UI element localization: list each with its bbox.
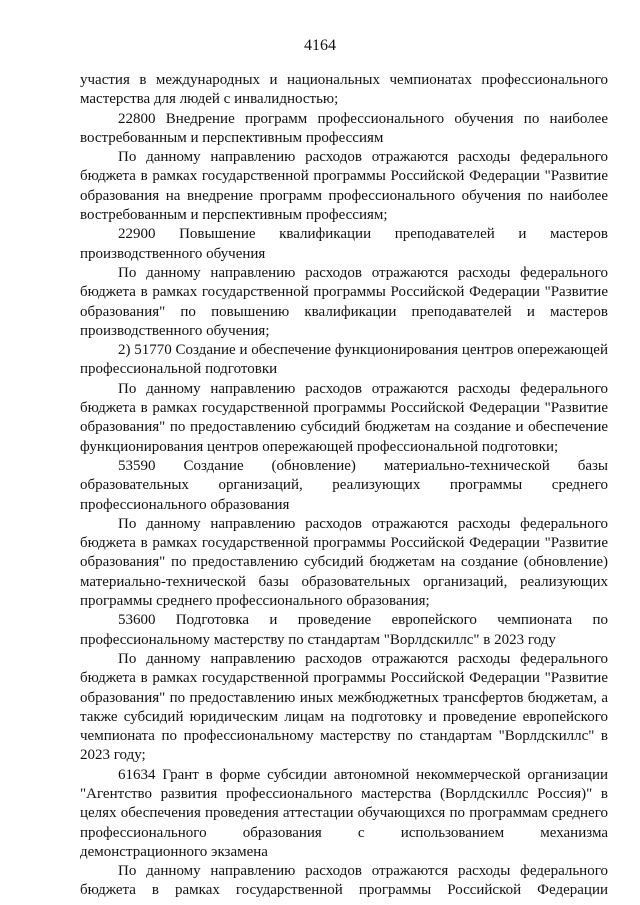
paragraph-description-open: По данному направлению расходов отражаются расходы федерального бюджета в рамках государственной программы Российской Федерации (80, 863, 608, 899)
paragraph-description: По данному направлению расходов отражаются расходы федерального бюджета в рамках государственной программы Российской Федерации "Развитие образования" по предоставлению иных межбюджетных трансфертов бюджетам, а также субсидий юридическим лицам на подготовку и проведение европейского чемпионата по профессиональному мастерству по стандартам "Ворлдскиллс" в 2023 году; (80, 650, 608, 764)
page-number: 4164 (304, 37, 336, 54)
code-heading-51770: 2) 51770 Создание и обеспечение функционирования центров опережающей профессиональной подготовки (80, 342, 608, 378)
code-heading-22800: 22800 Внедрение программ профессионального обучения по наиболее востребованным и перспективным профессиям (80, 110, 608, 146)
code-heading-53600: 53600 Подготовка и проведение европейского чемпионата по профессиональному мастерству по стандартам "Ворлдскиллс" в 2023 году (80, 612, 608, 648)
paragraph-description: По данному направлению расходов отражаются расходы федерального бюджета в рамках государственной программы Российской Федерации "Развитие образования" по предоставлению субсидий бюджетам на создание и обеспечение функционирования центров опережающей профессиональной подготовки; (80, 380, 608, 455)
code-heading-22900: 22900 Повышение квалификации преподавателей и мастеров производственного обучения (80, 226, 608, 262)
paragraph-description: По данному направлению расходов отражаются расходы федерального бюджета в рамках государственной программы Российской Федерации "Развитие образования" по повышению квалификации преподавателей и мастеров производственного обучения; (80, 264, 608, 339)
paragraph-continuation: участия в международных и национальных чемпионатах профессионального мастерства для людей с инвалидностью; (80, 72, 608, 108)
code-heading-61634: 61634 Грант в форме субсидии автономной некоммерческой организации "Агентство развития профессионального мастерства (Ворлдскиллс Россия)" в целях обеспечения проведения аттестации обучающихся по программам среднего профессионального образования с использованием механизма демонстрационного экзамена (80, 766, 608, 860)
code-heading-53590: 53590 Создание (обновление) материально-технической базы образовательных организаций, реализующих программы среднего профессионального образования (80, 457, 608, 513)
paragraph-description: По данному направлению расходов отражаются расходы федерального бюджета в рамках государственной программы Российской Федерации "Развитие образования" по предоставлению субсидий бюджетам на создание (обновление) материально-технической базы образовательных организаций, реализующих программы среднего профессионального образования; (80, 515, 608, 610)
document-body (80, 71, 608, 901)
paragraph-description: По данному направлению расходов отражаются расходы федерального бюджета в рамках государственной программы Российской Федерации "Развитие образования на внедрение программ профессионального обучения по наиболее востребованным и перспективным профессиям; (80, 149, 608, 224)
